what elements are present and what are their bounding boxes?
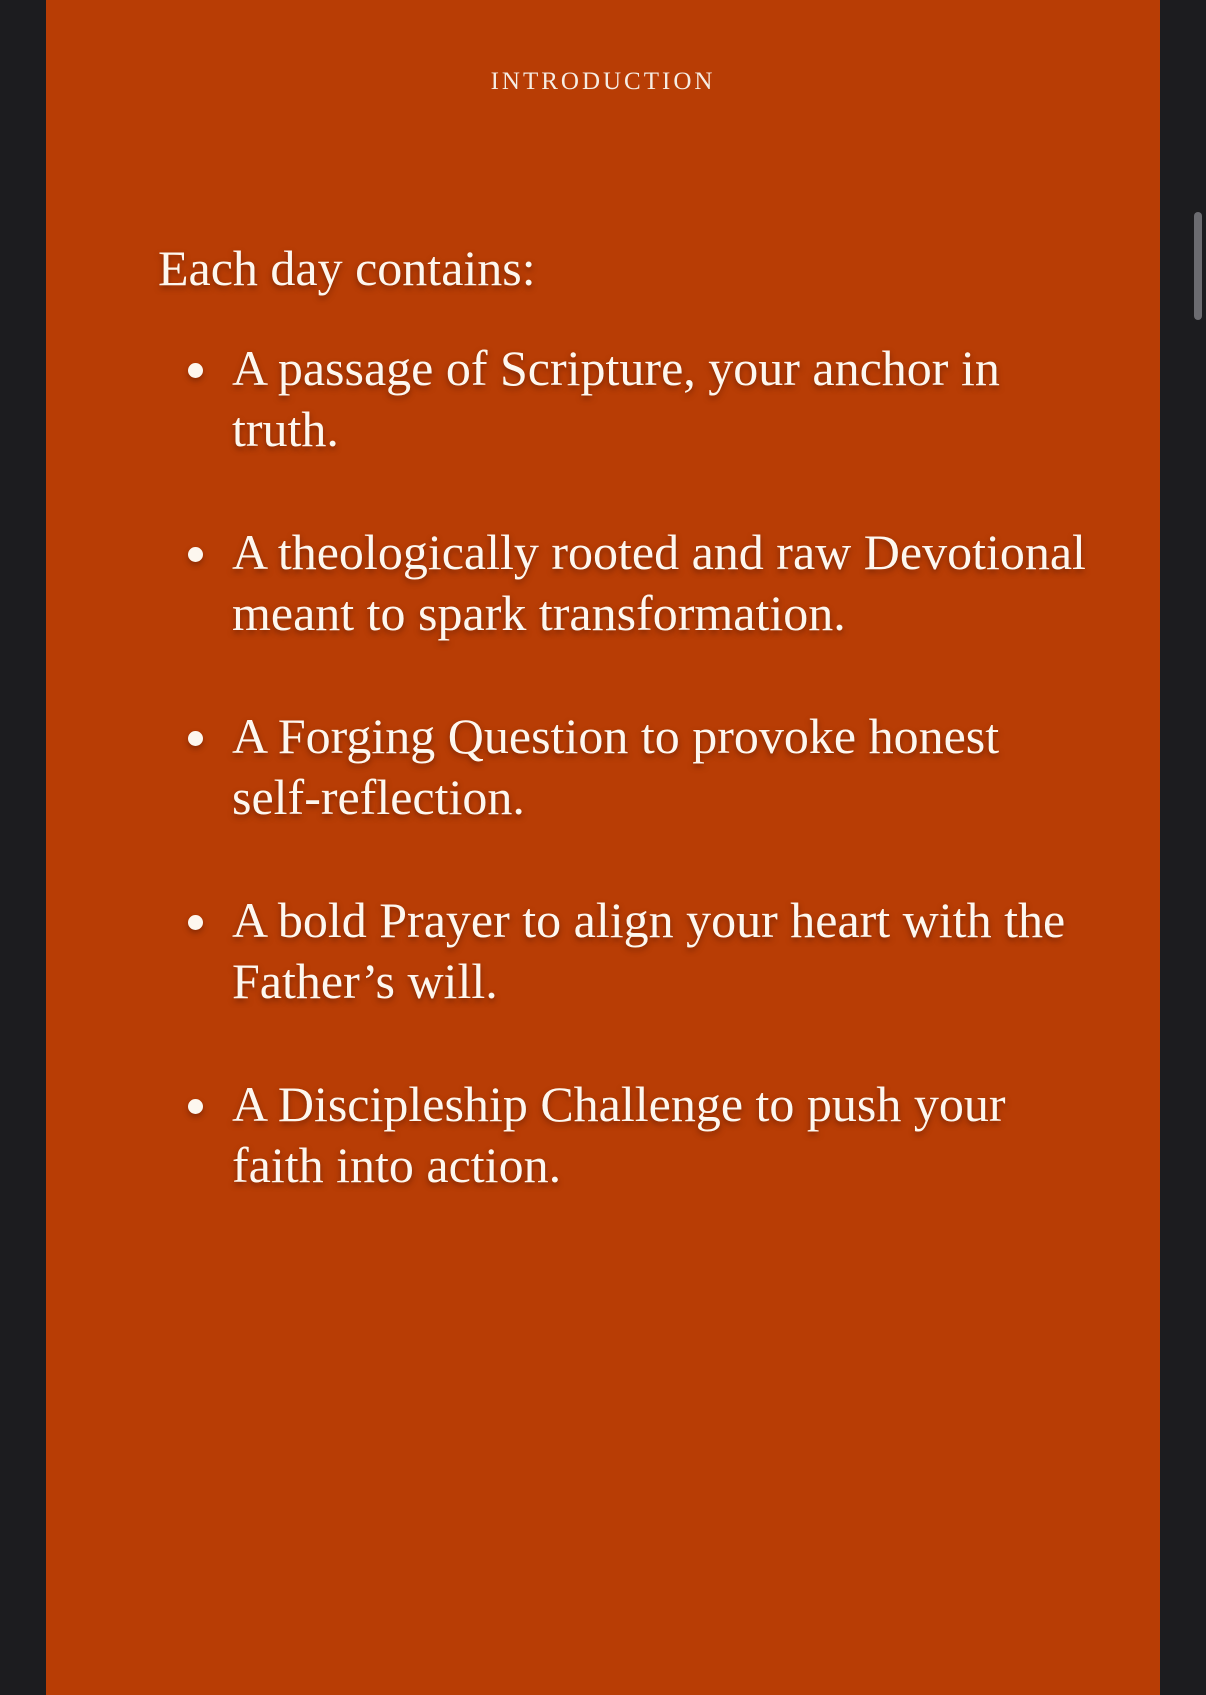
list-item-text: A Discipleship Challenge to push your faith into action. — [232, 1076, 1006, 1193]
book-page — [46, 0, 1160, 1695]
list-item — [158, 522, 1098, 644]
bullet-icon — [188, 1099, 203, 1114]
list-item-text: A passage of Scripture, your anchor in truth. — [232, 340, 1000, 457]
scrollbar-thumb[interactable] — [1194, 212, 1202, 320]
list-item — [158, 706, 1098, 828]
bullet-icon — [188, 547, 203, 562]
running-header: INTRODUCTION — [490, 68, 716, 95]
list-item-text: A theologically rooted and raw Devotional meant to spark transformation. — [232, 524, 1086, 641]
list-item — [158, 890, 1098, 1012]
bullet-icon — [188, 731, 203, 746]
page-body — [158, 238, 1098, 1258]
list-item — [158, 338, 1098, 460]
list-item-text: A bold Prayer to align your heart with the Father’s will. — [232, 892, 1066, 1009]
list-item-text: A Forging Question to provoke honest self-reflection. — [232, 708, 1000, 825]
bullet-icon — [188, 363, 203, 378]
bullet-icon — [188, 915, 203, 930]
daily-contents-list — [158, 338, 1098, 1196]
lead-paragraph: Each day contains: — [158, 240, 536, 296]
list-item — [158, 1074, 1098, 1196]
